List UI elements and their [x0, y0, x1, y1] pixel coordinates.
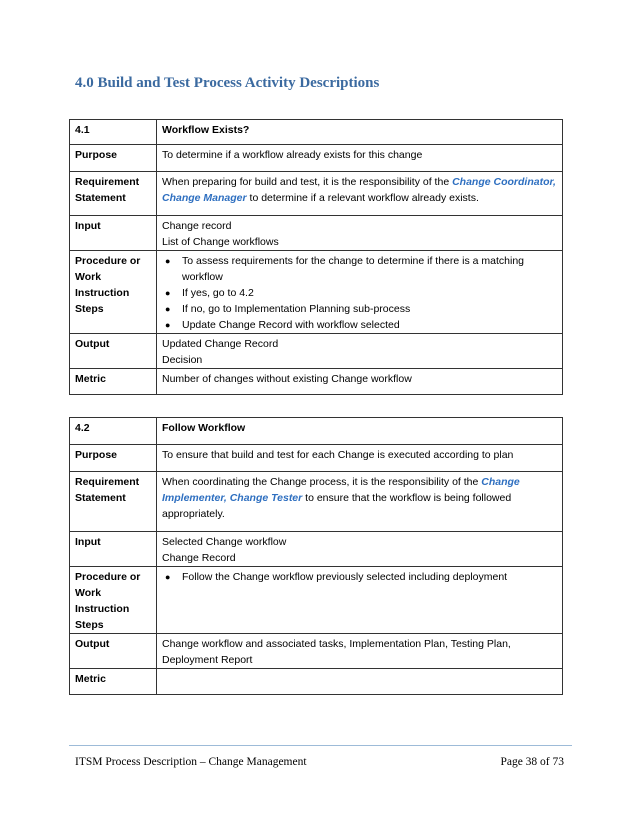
input-label: Input	[70, 216, 157, 251]
footer-page-number: Page 38 of 73	[500, 756, 564, 768]
requirement-roles: Change Implementer, Change Tester	[162, 476, 520, 504]
list-item: ● If no, go to Implementation Planning sub-process	[162, 301, 556, 317]
input-text: Selected Change workflow Change Record	[157, 532, 563, 567]
list-item: ● If yes, go to 4.2	[162, 285, 556, 301]
input-label: Input	[70, 532, 157, 567]
purpose-text: To ensure that build and test for each Change is executed according to plan	[157, 445, 563, 472]
procedure-steps	[157, 567, 563, 634]
requirement-label: Requirement Statement	[70, 472, 157, 532]
activity-title: Workflow Exists?	[157, 120, 563, 145]
output-row	[70, 334, 563, 369]
metric-row	[70, 369, 563, 395]
list-item: ● To assess requirements for the change to determine if there is a matching workflow	[162, 253, 556, 285]
purpose-row	[70, 145, 563, 172]
table-header-row	[70, 418, 563, 445]
activity-id: 4.1	[70, 120, 157, 145]
metric-text	[157, 669, 563, 695]
metric-text: Number of changes without existing Change workflow	[157, 369, 563, 395]
footer-document-title: ITSM Process Description – Change Management	[75, 756, 307, 768]
table-header-row	[70, 120, 563, 145]
activity-title: Follow Workflow	[157, 418, 563, 445]
output-label: Output	[70, 634, 157, 669]
activity-table-4-2	[69, 417, 563, 695]
purpose-text: To determine if a workflow already exists for this change	[157, 145, 563, 172]
metric-label: Metric	[70, 669, 157, 695]
output-label: Output	[70, 334, 157, 369]
output-row	[70, 634, 563, 669]
list-item: ● Update Change Record with workflow selected	[162, 317, 556, 333]
output-text: Updated Change Record Decision	[157, 334, 563, 369]
procedure-steps	[157, 251, 563, 334]
requirement-row	[70, 472, 563, 532]
input-text: Change record List of Change workflows	[157, 216, 563, 251]
section-title: 4.0 Build and Test Process Activity Descriptions	[75, 75, 380, 91]
procedure-row	[70, 251, 563, 334]
list-item: ● Follow the Change workflow previously selected including deployment	[162, 569, 556, 585]
procedure-row	[70, 567, 563, 634]
metric-row	[70, 669, 563, 695]
requirement-label: Requirement Statement	[70, 172, 157, 216]
requirement-row	[70, 172, 563, 216]
purpose-label: Purpose	[70, 145, 157, 172]
output-text: Change workflow and associated tasks, Implementation Plan, Testing Plan, Deployment Report	[157, 634, 563, 669]
requirement-text: When coordinating the Change process, it is the responsibility of the Change Implementer, Change Tester to ensure that the workflow is being followed appropriately.	[157, 472, 563, 532]
footer-divider	[69, 745, 572, 746]
input-row	[70, 532, 563, 567]
requirement-roles: Change Coordinator, Change Manager	[162, 176, 556, 204]
procedure-label: Procedure or Work Instruction Steps	[70, 567, 157, 634]
input-row	[70, 216, 563, 251]
activity-table-4-1	[69, 119, 563, 395]
purpose-row	[70, 445, 563, 472]
activity-id: 4.2	[70, 418, 157, 445]
requirement-text: When preparing for build and test, it is the responsibility of the Change Coordinator, Change Manager to determine if a relevant workflow already exists.	[157, 172, 563, 216]
metric-label: Metric	[70, 369, 157, 395]
purpose-label: Purpose	[70, 445, 157, 472]
procedure-label: Procedure or Work Instruction Steps	[70, 251, 157, 334]
